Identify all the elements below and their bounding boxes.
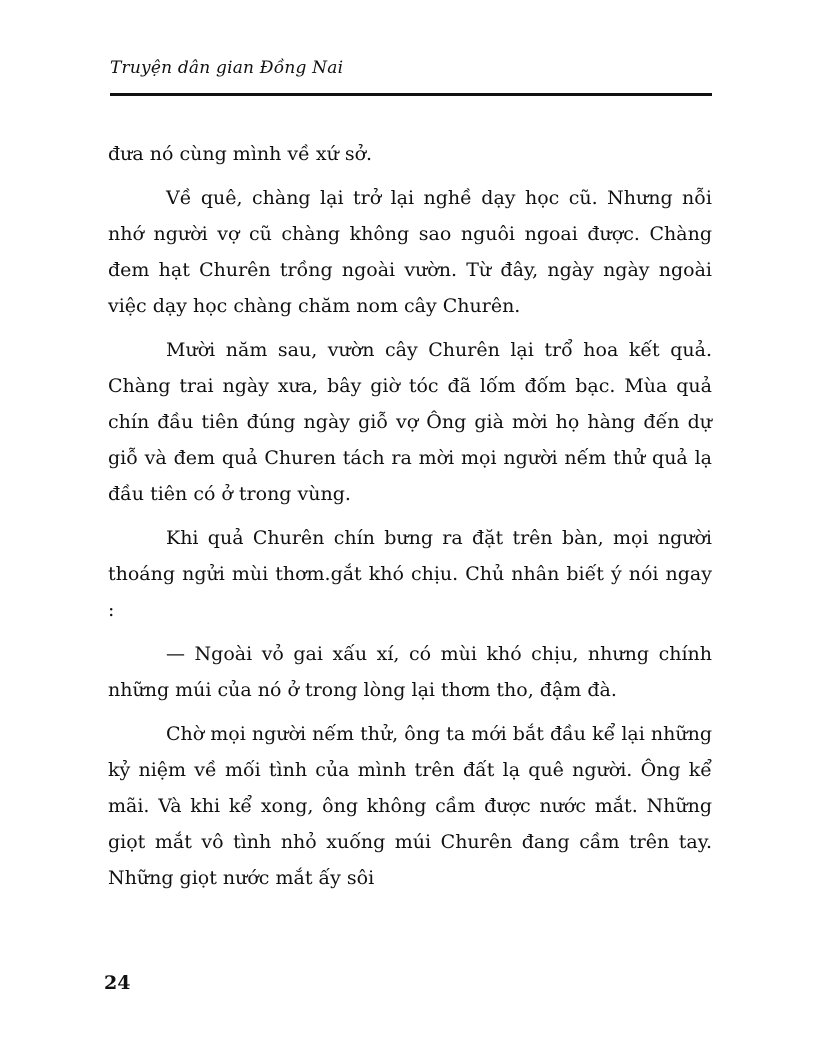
page-number: 24 [104, 972, 131, 994]
paragraph: Chờ mọi người nếm thử, ông ta mới bắt đầu kể lại những kỷ niệm về mối tình của mình trên đất lạ quê người. Ông kể mãi. Và khi kể xong, ông không cầm được nước mắt. Những giọt mắt vô tình nhỏ xuống múi Churên đang cầm trên tay. Những giọt nước mắt ấy sôi [108, 723, 712, 889]
running-header [110, 56, 712, 80]
dialogue-paragraph: — Ngoài vỏ gai xấu xí, có mùi khó chịu, nhưng chính những múi của nó ở trong lòng lại thơm tho, đậm đà. [108, 643, 712, 701]
running-header-title: Truyện dân gian Đồng Nai [110, 58, 344, 78]
body-text [108, 136, 712, 904]
paragraph: Khi quả Churên chín bưng ra đặt trên bàn, mọi người thoáng ngửi mùi thơm.gắt khó chịu. Chủ nhân biết ý nói ngay : [108, 527, 712, 621]
paragraph-continuation: đưa nó cùng mình về xứ sở. [108, 143, 373, 165]
paragraph: Mười năm sau, vườn cây Churên lại trổ hoa kết quả. Chàng trai ngày xưa, bây giờ tóc đã lốm đốm bạc. Mùa quả chín đầu tiên đúng ngày giỗ vợ Ông già mời họ hàng đến dự giỗ và đem quả Churen tách ra mời mọi người nếm thử quả lạ đầu tiên có ở trong vùng. [108, 339, 712, 505]
header-divider [110, 93, 712, 96]
paragraph: Về quê, chàng lại trở lại nghề dạy học cũ. Nhưng nỗi nhớ người vợ cũ chàng không sao nguôi ngoai được. Chàng đem hạt Churên trồng ngoài vườn. Từ đây, ngày ngày ngoài việc dạy học chàng chăm nom cây Churên. [108, 187, 712, 317]
